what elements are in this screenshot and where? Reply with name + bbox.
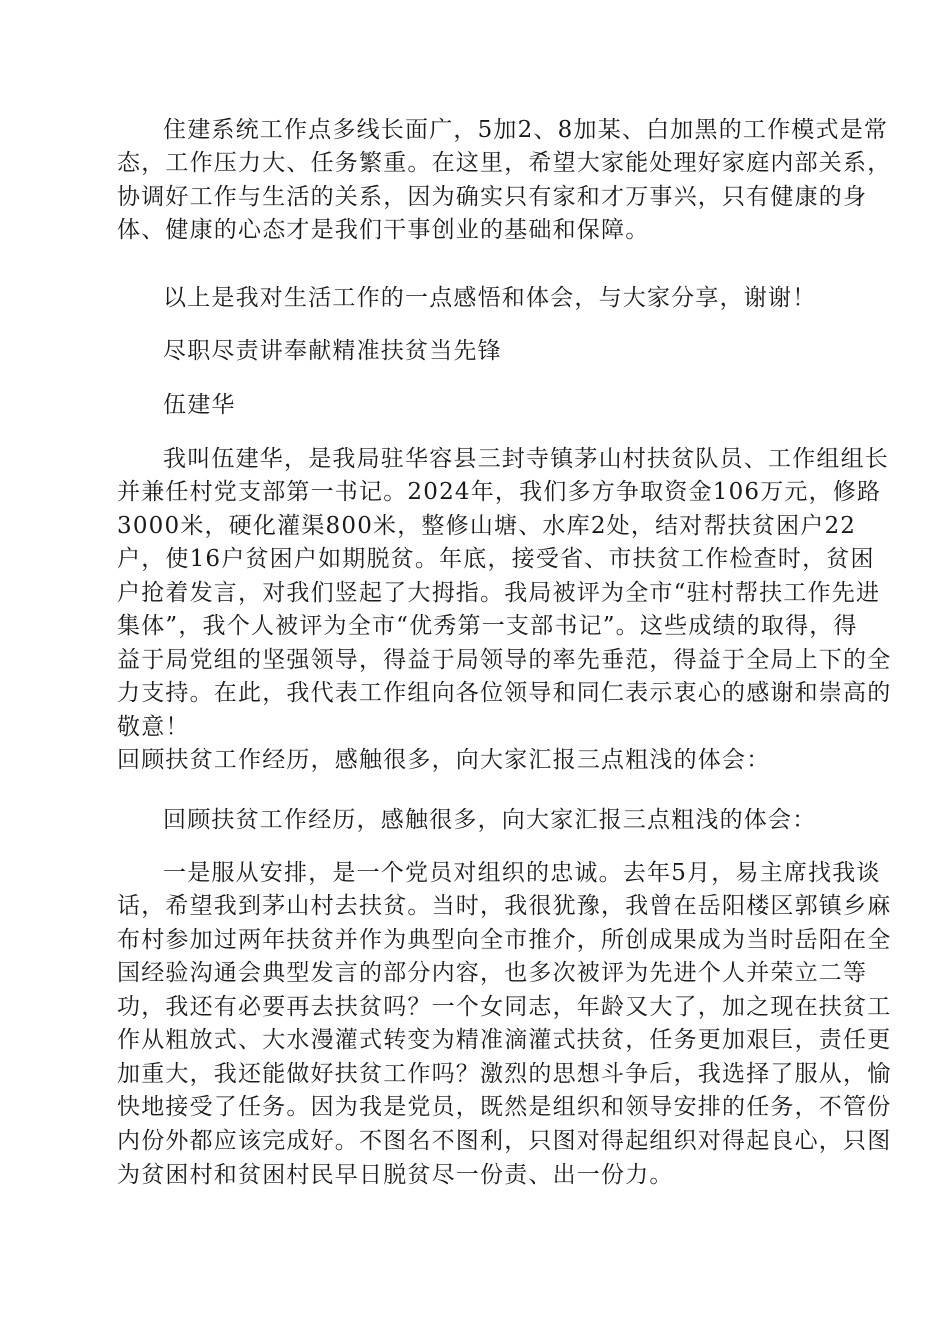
text-line: 布村参加过两年扶贫并作为典型向全市推介，所创成果成为当时岳阳在全 <box>117 927 892 953</box>
text-line: 协调好工作与生活的关系，因为确实只有家和才万事兴，只有健康的身 <box>117 184 868 210</box>
text-line: 加重大，我还能做好扶贫工作吗？激烈的思想斗争后，我选择了服从，愉 <box>117 1061 892 1087</box>
author-name: 伍建华 <box>163 392 236 418</box>
text-line: 户，使16户贫困户如期脱贫。年底，接受省、市扶贫工作检查时，贫困 <box>117 546 875 572</box>
text-line: 快地接受了任务。因为我是党员，既然是组织和领导安排的任务，不管份 <box>117 1094 892 1120</box>
text-line: 户抢着发言，对我们竖起了大拇指。我局被评为全市“驻村帮扶工作先进 <box>117 580 881 606</box>
text-line: 一是服从安排，是一个党员对组织的忠诚。去年5月，易主席找我谈 <box>163 860 881 886</box>
text-line: 话，希望我到茅山村去扶贫。当时，我很犹豫，我曾在岳阳楼区郭镇乡麻 <box>117 893 892 919</box>
text-line: 住建系统工作点多线长面广，5加2、8加某、白加黑的工作模式是常 <box>163 117 889 143</box>
text-line: 集体”，我个人被评为全市“优秀第一支部书记”。这些成绩的取得，得 <box>117 613 858 639</box>
text-line: 态，工作压力大、任务繁重。在这里，希望大家能处理好家庭内部关系， <box>117 150 892 176</box>
text-line: 回顾扶贫工作经历，感触很多，向大家汇报三点粗浅的体会： <box>117 747 771 773</box>
text-line: 敬意！ <box>117 714 190 740</box>
text-line: 功，我还有必要再去扶贫吗？一个女同志，年龄又大了，加之现在扶贫工 <box>117 994 892 1020</box>
text-line: 并兼任村党支部第一书记。2024年，我们多方争取资金106万元，修路 <box>117 479 882 505</box>
text-line: 国经验沟通会典型发言的部分内容，也多次被评为先进个人并荣立二等 <box>117 960 868 986</box>
text-line: 内份外都应该完成好。不图名不图利，只图对得起组织对得起良心，只图 <box>117 1128 892 1154</box>
text-line: 为贫困村和贫困村民早日脱贫尽一份责、出一份力。 <box>117 1162 674 1188</box>
text-line: 体、健康的心态才是我们干事创业的基础和保障。 <box>117 217 650 243</box>
text-line: 作从粗放式、大水漫灌式转变为精准滴灌式扶贫，任务更加艰巨，责任更 <box>117 1027 892 1053</box>
text-line: 3000米，硬化灌渠800米，整修山塘、水库2处，结对帮扶贫困户22 <box>117 513 857 539</box>
text-line: 力支持。在此，我代表工作组向各位领导和同仁表示衷心的感谢和崇高的 <box>117 680 892 706</box>
text-line: 回顾扶贫工作经历，感触很多，向大家汇报三点粗浅的体会： <box>163 807 817 833</box>
text-line: 益于局党组的坚强领导，得益于局领导的率先垂范，得益于全局上下的全 <box>117 647 892 673</box>
section-title: 尽职尽责讲奉献精准扶贫当先锋 <box>163 338 502 364</box>
text-line: 我叫伍建华，是我局驻华容县三封寺镇茅山村扶贫队员、工作组组长 <box>163 446 889 472</box>
text-line: 以上是我对生活工作的一点感悟和体会，与大家分享，谢谢！ <box>163 285 817 311</box>
